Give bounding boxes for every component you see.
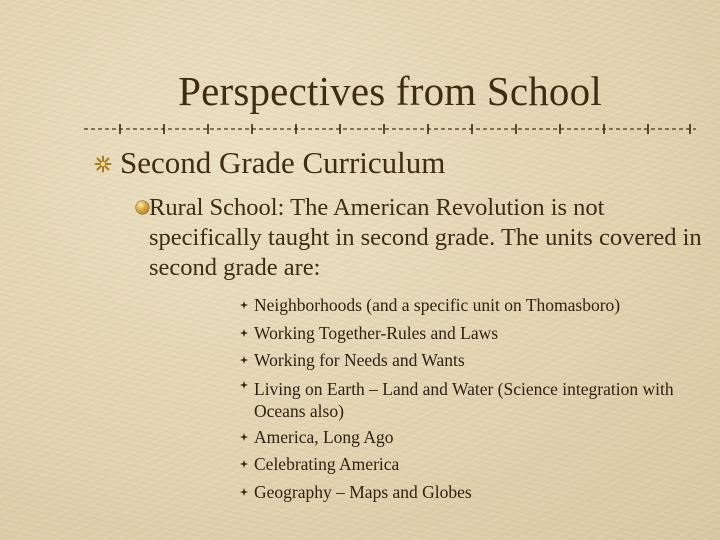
unit-text: Geography – Maps and Globes xyxy=(254,481,472,502)
subheading-text: Rural School: The American Revolution is not specifically taught in second grade. The units covered in second grade are: xyxy=(149,194,702,281)
list-item xyxy=(240,320,690,348)
list-item xyxy=(240,375,690,424)
asterisk-star-icon xyxy=(94,155,112,173)
unit-text: America, Long Ago xyxy=(254,426,394,447)
list-item xyxy=(240,292,690,320)
small-star-icon xyxy=(240,301,248,309)
slide-title: Perspectives from School xyxy=(178,68,602,114)
small-star-icon xyxy=(240,356,248,364)
small-star-icon xyxy=(240,329,248,337)
unit-text: Living on Earth – Land and Water (Science integration with Oceans also) xyxy=(254,378,674,421)
unit-text: Celebrating America xyxy=(254,454,400,474)
small-star-icon xyxy=(240,460,248,468)
title-divider xyxy=(84,123,696,135)
unit-text: Working for Needs and Wants xyxy=(254,350,465,370)
small-star-icon xyxy=(240,433,248,441)
small-star-icon xyxy=(240,488,248,496)
heading-text: Second Grade Curriculum xyxy=(120,145,446,180)
list-item xyxy=(240,347,690,375)
heading-item xyxy=(94,144,445,182)
list-item xyxy=(240,451,690,479)
small-star-icon xyxy=(240,381,248,389)
list-item xyxy=(240,479,690,507)
unit-text: Working Together-Rules and Laws xyxy=(254,322,499,343)
subheading-item xyxy=(134,193,704,283)
list-item xyxy=(240,424,690,452)
gold-ball-icon xyxy=(136,201,149,214)
unit-text: Neighborhoods (and a specific unit on Thomasboro) xyxy=(254,295,621,315)
units-list xyxy=(240,292,690,506)
